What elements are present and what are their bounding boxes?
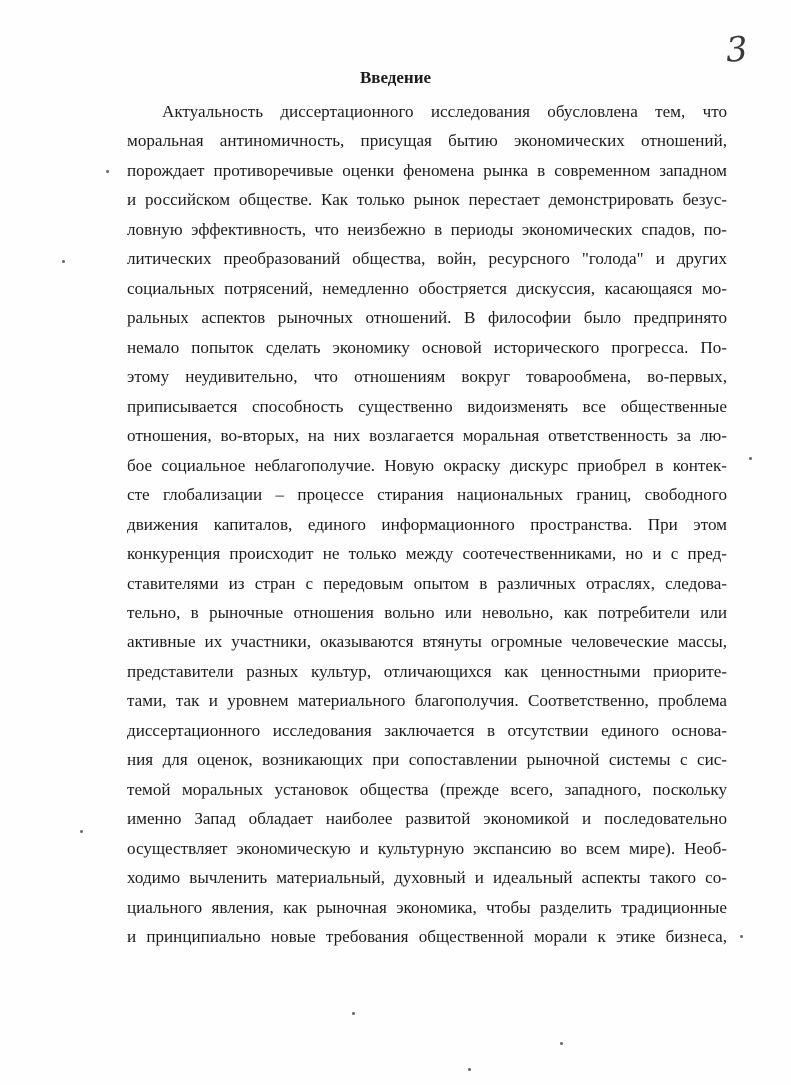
text-line: ния для оценок, возникающих при сопоставлении рыночной системы с сис- bbox=[127, 750, 727, 770]
text-line: представители разных культур, отличающихся как ценностными приорите- bbox=[127, 661, 727, 681]
text-line: этому неудивительно, что отношениям вокруг товарообмена, во-первых, bbox=[127, 367, 727, 387]
scan-speck bbox=[106, 170, 109, 173]
page-number: 3 bbox=[724, 29, 750, 71]
text-line: ставителями из стран с передовым опытом в различных отраслях, следова- bbox=[127, 573, 727, 593]
text-line: ральных аспектов рыночных отношений. В философии было предпринято bbox=[127, 308, 727, 328]
text-line: порождает противоречивые оценки феномена рынка в современном западном bbox=[127, 160, 727, 180]
text-line: активные их участники, оказываются втянуты огромные человеческие массы, bbox=[127, 632, 727, 652]
text-line: немало попыток сделать экономику основой исторического прогресса. По- bbox=[127, 337, 727, 357]
text-line: сте глобализации – процессе стирания национальных границ, свободного bbox=[127, 485, 727, 505]
scan-speck bbox=[740, 935, 743, 938]
text-line: именно Запад обладает наиболее развитой экономикой и последовательно bbox=[127, 809, 727, 829]
text-line: приписывается способность существенно видоизменять все общественные bbox=[127, 396, 727, 416]
text-line: и принципиально новые требования общественной морали к этике бизнеса, bbox=[127, 927, 727, 947]
scan-speck bbox=[468, 1068, 471, 1071]
text-line: темой моральных установок общества (прежде всего, западного, поскольку bbox=[127, 779, 727, 799]
text-line: циального явления, как рыночная экономика, чтобы разделить традиционные bbox=[127, 897, 727, 917]
scan-speck bbox=[352, 1012, 355, 1015]
section-heading: Введение bbox=[359, 68, 432, 87]
text-line: тами, так и уровнем материального благополучия. Соответственно, проблема bbox=[127, 691, 727, 711]
text-line: ходимо вычленить материальный, духовный и идеальный аспекты такого со- bbox=[127, 868, 727, 888]
text-line: осуществляет экономическую и культурную экспансию во всем мире). Необ- bbox=[127, 838, 727, 858]
body-paragraph bbox=[127, 97, 727, 952]
text-line: диссертационного исследования заключается в отсутствии единого основа- bbox=[127, 720, 727, 740]
text-line: социальных потрясений, немедленно обостряется дискуссия, касающаяся мо- bbox=[127, 278, 727, 298]
text-line: моральная антиномичность, присущая бытию экономических отношений, bbox=[127, 131, 727, 151]
text-line: и российском обществе. Как только рынок перестает демонстрировать безус- bbox=[127, 190, 727, 210]
text-line: тельно, в рыночные отношения вольно или невольно, как потребители или bbox=[127, 602, 727, 622]
text-line: Актуальность диссертационного исследования обусловлена тем, что bbox=[162, 102, 727, 121]
text-line: ловную эффективность, что неизбежно в периоды экономических спадов, по- bbox=[127, 219, 727, 239]
scan-speck bbox=[80, 830, 83, 833]
text-line: отношения, во-вторых, на них возлагается моральная ответственность за лю- bbox=[127, 426, 727, 446]
text-line: бое социальное неблагополучие. Новую окраску дискурс приобрел в контек- bbox=[127, 455, 727, 475]
scan-speck bbox=[749, 457, 752, 460]
scan-speck bbox=[560, 1042, 563, 1045]
scan-speck bbox=[62, 260, 65, 263]
text-line: литических преобразований общества, войн, ресурсного "голода" и других bbox=[127, 249, 727, 269]
text-line: движения капиталов, единого информационного пространства. При этом bbox=[127, 514, 727, 534]
text-line: конкуренция происходит не только между соотечественниками, но и с пред- bbox=[127, 544, 727, 564]
